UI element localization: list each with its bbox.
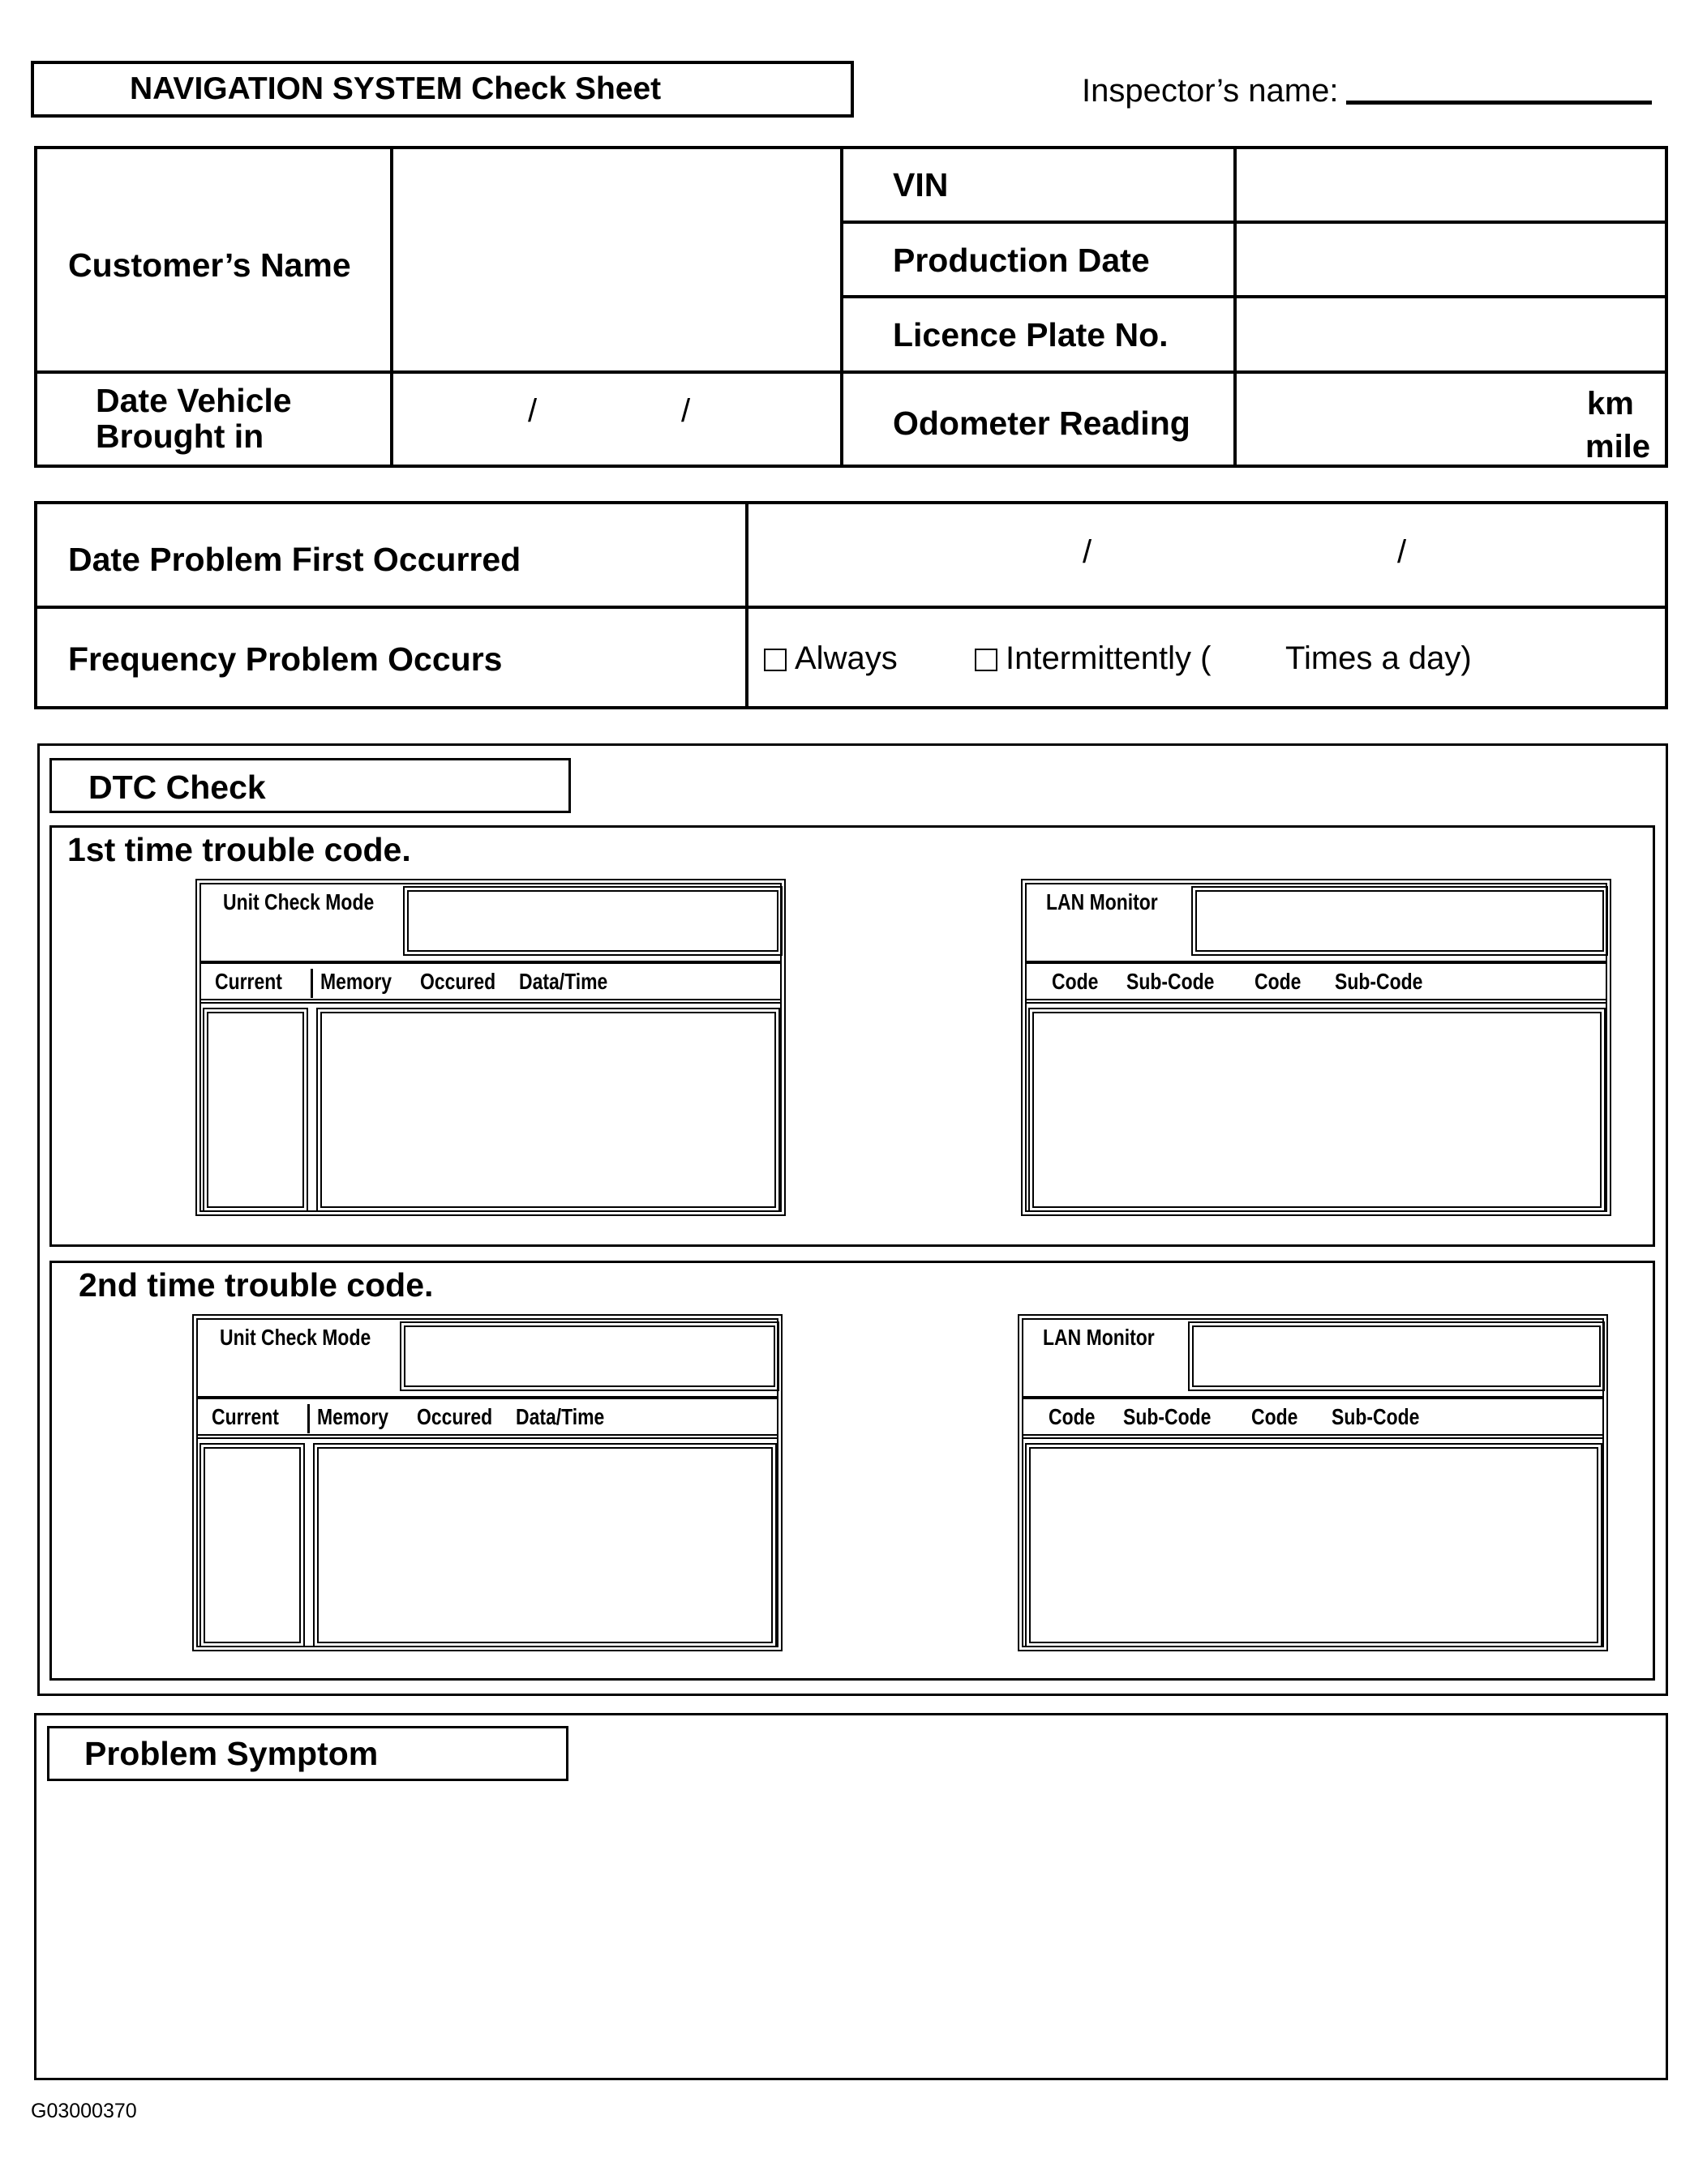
- divider: [198, 1434, 777, 1439]
- always-checkbox[interactable]: [764, 649, 787, 671]
- times-a-day-label: Times a day): [1285, 640, 1472, 676]
- date-separator: /: [1397, 534, 1407, 570]
- title-box: [31, 61, 854, 118]
- production-date-field[interactable]: [1237, 224, 1665, 295]
- date-separator: /: [1083, 534, 1092, 570]
- divider: [840, 146, 843, 468]
- problem-symptom-title: Problem Symptom: [84, 1735, 379, 1772]
- odometer-unit-km: km: [1587, 386, 1634, 422]
- date-brought-in-label-line1: Date Vehicle: [96, 382, 292, 419]
- col-subcode: Sub-Code: [1335, 969, 1423, 994]
- vin-field[interactable]: [1237, 149, 1665, 221]
- date-first-occurred-label: Date Problem First Occurred: [68, 541, 521, 578]
- vin-label: VIN: [893, 166, 949, 203]
- col-code: Code: [1255, 969, 1302, 994]
- unit-check-mode-block: [192, 1314, 783, 1651]
- current-code-field[interactable]: [199, 1443, 305, 1647]
- option-intermittently[interactable]: [975, 640, 1211, 677]
- date-brought-in-label-line2: Brought in: [96, 418, 264, 455]
- col-datetime: Data/Time: [519, 969, 608, 994]
- lan-monitor-field[interactable]: [1191, 886, 1608, 956]
- unit-check-mode-field[interactable]: [403, 886, 783, 956]
- col-code: Code: [1251, 1404, 1298, 1429]
- lan-code-field[interactable]: [1025, 1443, 1602, 1647]
- divider: [1023, 1434, 1602, 1439]
- date-separator: /: [681, 393, 691, 429]
- unit-check-mode-label: Unit Check Mode: [220, 1325, 371, 1350]
- unit-check-mode-block: [195, 879, 786, 1216]
- licence-plate-label: Licence Plate No.: [893, 316, 1169, 353]
- problem-symptom-field[interactable]: [49, 1792, 1654, 2071]
- production-date-label: Production Date: [893, 242, 1150, 279]
- col-code: Code: [1052, 969, 1099, 994]
- divider: [201, 961, 780, 964]
- option-always[interactable]: [764, 640, 898, 677]
- unit-check-mode-field[interactable]: [400, 1321, 779, 1391]
- intermittently-checkbox[interactable]: [975, 649, 997, 671]
- date-first-occurred-field[interactable]: [748, 504, 1665, 606]
- date-separator: /: [528, 393, 538, 429]
- lan-monitor-label: LAN Monitor: [1046, 889, 1158, 914]
- col-subcode: Sub-Code: [1123, 1404, 1212, 1429]
- always-label: Always: [795, 640, 898, 676]
- date-brought-in-label: [96, 383, 292, 454]
- col-memory: Memory: [317, 1404, 389, 1429]
- lan-monitor-block: [1021, 879, 1611, 1216]
- divider: [307, 1404, 310, 1433]
- odometer-unit-mile: mile: [1585, 429, 1651, 465]
- inspector-name-field[interactable]: [1346, 101, 1652, 105]
- page-title: NAVIGATION SYSTEM Check Sheet: [130, 71, 662, 106]
- divider: [311, 969, 313, 998]
- date-brought-in-field[interactable]: [393, 374, 840, 465]
- divider: [1027, 999, 1606, 1004]
- section-heading: 1st time trouble code.: [67, 831, 411, 868]
- col-subcode: Sub-Code: [1126, 969, 1215, 994]
- lan-monitor-label: LAN Monitor: [1043, 1325, 1155, 1350]
- col-occured: Occured: [420, 969, 496, 994]
- dtc-check-title: DTC Check: [88, 769, 266, 806]
- col-current: Current: [215, 969, 282, 994]
- lan-code-field[interactable]: [1028, 1008, 1606, 1212]
- col-datetime: Data/Time: [516, 1404, 605, 1429]
- divider: [1027, 961, 1606, 964]
- divider: [34, 606, 1668, 609]
- memory-code-field[interactable]: [316, 1008, 780, 1212]
- customer-name-field[interactable]: [393, 149, 840, 370]
- unit-check-mode-label: Unit Check Mode: [223, 889, 375, 914]
- licence-plate-field[interactable]: [1237, 298, 1665, 370]
- divider: [201, 999, 780, 1004]
- times-a-day-field[interactable]: [1233, 632, 1285, 681]
- current-code-field[interactable]: [203, 1008, 308, 1212]
- section-heading: 2nd time trouble code.: [79, 1266, 434, 1304]
- odometer-field[interactable]: [1237, 374, 1665, 465]
- odometer-label: Odometer Reading: [893, 405, 1190, 442]
- lan-monitor-field[interactable]: [1188, 1321, 1605, 1391]
- dtc-check-title-box: [49, 758, 571, 813]
- col-code: Code: [1049, 1404, 1096, 1429]
- memory-code-field[interactable]: [313, 1443, 777, 1647]
- col-occured: Occured: [417, 1404, 493, 1429]
- inspector-name-label: Inspector’s name:: [1082, 73, 1339, 109]
- intermittently-label: Intermittently (: [1006, 640, 1212, 676]
- problem-symptom-title-box: [47, 1726, 568, 1781]
- col-memory: Memory: [320, 969, 392, 994]
- lan-monitor-block: [1018, 1314, 1608, 1651]
- divider: [198, 1396, 777, 1399]
- trouble-code-section-1: [49, 825, 1655, 1247]
- customer-name-label: Customer’s Name: [68, 246, 351, 284]
- col-current: Current: [212, 1404, 279, 1429]
- figure-id: G03000370: [31, 2100, 137, 2122]
- divider: [1023, 1396, 1602, 1399]
- col-subcode: Sub-Code: [1332, 1404, 1420, 1429]
- trouble-code-section-2: [49, 1261, 1655, 1681]
- frequency-label: Frequency Problem Occurs: [68, 640, 503, 678]
